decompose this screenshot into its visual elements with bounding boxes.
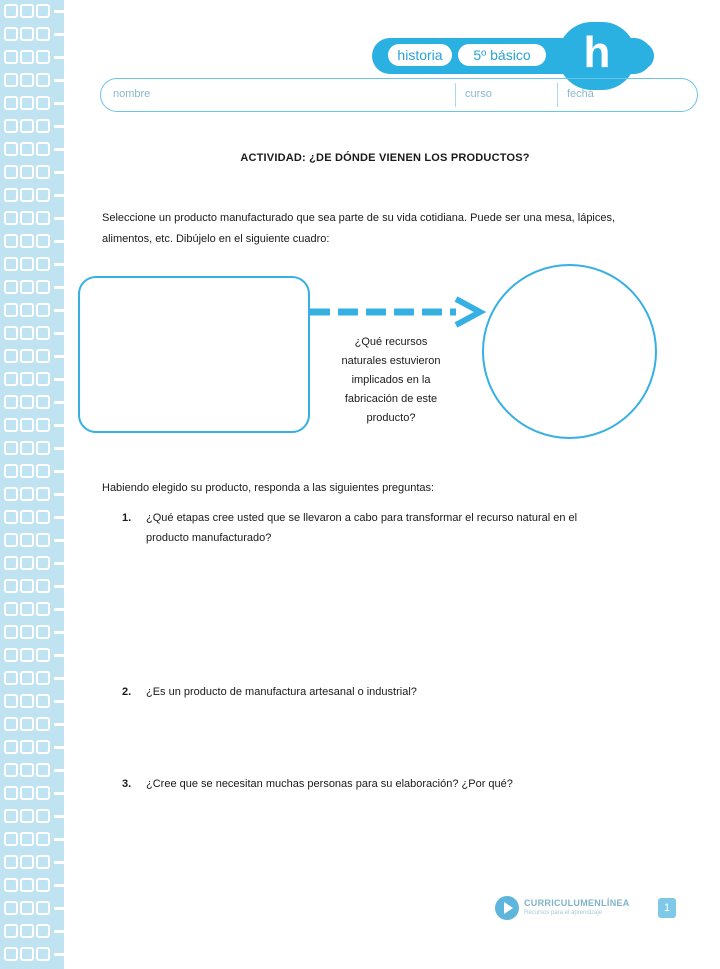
strip-notch xyxy=(54,861,64,864)
strip-cell xyxy=(20,671,34,685)
strip-notch xyxy=(54,240,64,243)
strip-cell xyxy=(20,533,34,547)
play-logo-icon xyxy=(494,895,520,921)
strip-notch xyxy=(54,56,64,59)
question-number: 1. xyxy=(122,512,132,524)
strip-cell xyxy=(4,901,18,915)
strip-cell xyxy=(36,142,50,156)
strip-cell xyxy=(20,280,34,294)
strip-cell xyxy=(36,648,50,662)
strip-cell xyxy=(36,901,50,915)
student-info-bar xyxy=(100,78,698,112)
strip-cell xyxy=(4,556,18,570)
strip-cell xyxy=(4,372,18,386)
strip-cell xyxy=(4,855,18,869)
question-text: producto manufacturado? xyxy=(146,532,272,544)
questions-intro: Habiendo elegido su producto, responda a las siguientes preguntas: xyxy=(102,482,435,494)
strip-cell xyxy=(36,27,50,41)
strip-cell xyxy=(4,188,18,202)
strip-cell xyxy=(20,786,34,800)
strip-notch xyxy=(54,125,64,128)
strip-cell xyxy=(4,280,18,294)
name-label: nombre xyxy=(113,88,151,100)
strip-notch xyxy=(54,539,64,542)
strip-cell xyxy=(36,211,50,225)
strip-cell xyxy=(36,855,50,869)
dashed-arrow-icon xyxy=(306,296,492,330)
strip-notch xyxy=(54,608,64,611)
strip-cell xyxy=(4,50,18,64)
strip-cell xyxy=(36,579,50,593)
strip-cell xyxy=(4,257,18,271)
subject-badge: historia xyxy=(388,44,452,66)
footer-brand: CURRICULUMENLÍNEA xyxy=(524,898,630,908)
strip-cell xyxy=(20,625,34,639)
strip-cell xyxy=(4,809,18,823)
strip-cell xyxy=(36,188,50,202)
question-number: 3. xyxy=(122,778,132,790)
instructions-line-1: Seleccione un producto manufacturado que sea parte de su vida cotidiana. Puede ser una mesa, lápices, xyxy=(102,212,616,224)
strip-notch xyxy=(54,447,64,450)
strip-cell xyxy=(4,740,18,754)
strip-cell xyxy=(20,395,34,409)
strip-cell xyxy=(4,441,18,455)
divider xyxy=(455,83,456,107)
strip-cell xyxy=(36,625,50,639)
strip-cell xyxy=(36,418,50,432)
strip-cell xyxy=(4,832,18,846)
strip-cell xyxy=(4,924,18,938)
strip-cell xyxy=(4,602,18,616)
diagram-question xyxy=(326,333,456,428)
strip-notch xyxy=(54,424,64,427)
strip-cell xyxy=(20,947,34,961)
strip-notch xyxy=(54,585,64,588)
strip-cell xyxy=(4,947,18,961)
date-label: fecha xyxy=(567,88,594,100)
strip-notch xyxy=(54,677,64,680)
strip-cell xyxy=(36,349,50,363)
question-3 xyxy=(122,774,513,794)
strip-cell xyxy=(4,464,18,478)
instructions-line-2: alimentos, etc. Dibújelo en el siguiente cuadro: xyxy=(102,233,330,245)
strip-cell xyxy=(36,717,50,731)
grade-badge: 5º básico xyxy=(458,44,546,66)
strip-notch xyxy=(54,838,64,841)
strip-notch xyxy=(54,102,64,105)
strip-notch xyxy=(54,769,64,772)
strip-cell xyxy=(4,395,18,409)
strip-cell xyxy=(4,326,18,340)
strip-cell xyxy=(20,119,34,133)
strip-cell xyxy=(20,924,34,938)
strip-cell xyxy=(20,556,34,570)
strip-cell xyxy=(36,303,50,317)
strip-cell xyxy=(4,694,18,708)
strip-cell xyxy=(20,510,34,524)
strip-cell xyxy=(36,280,50,294)
course-label: curso xyxy=(465,88,492,100)
strip-cell xyxy=(36,441,50,455)
strip-notch xyxy=(54,401,64,404)
strip-notch xyxy=(54,10,64,13)
divider xyxy=(557,83,558,107)
strip-cell xyxy=(36,326,50,340)
footer-tagline: Recursos para el aprendizaje xyxy=(524,910,603,916)
strip-notch xyxy=(54,309,64,312)
strip-cell xyxy=(36,372,50,386)
question-1 xyxy=(122,508,577,548)
strip-cell xyxy=(4,211,18,225)
strip-cell xyxy=(36,487,50,501)
strip-cell xyxy=(36,671,50,685)
strip-cell xyxy=(20,4,34,18)
page-number: 1 xyxy=(658,898,676,918)
strip-cell xyxy=(4,165,18,179)
strip-notch xyxy=(54,263,64,266)
strip-cell xyxy=(36,556,50,570)
strip-cell xyxy=(20,740,34,754)
strip-cell xyxy=(20,579,34,593)
strip-notch xyxy=(54,907,64,910)
strip-notch xyxy=(54,654,64,657)
strip-cell xyxy=(20,349,34,363)
strip-cell xyxy=(20,694,34,708)
strip-cell xyxy=(20,648,34,662)
strip-notch xyxy=(54,815,64,818)
strip-cell xyxy=(36,119,50,133)
strip-cell xyxy=(36,510,50,524)
strip-cell xyxy=(20,487,34,501)
strip-cell xyxy=(4,234,18,248)
strip-notch xyxy=(54,562,64,565)
strip-cell xyxy=(4,73,18,87)
strip-cell xyxy=(36,165,50,179)
strip-cell xyxy=(36,924,50,938)
strip-cell xyxy=(4,648,18,662)
strip-cell xyxy=(20,763,34,777)
drawing-box xyxy=(78,276,310,433)
strip-notch xyxy=(54,516,64,519)
strip-cell xyxy=(4,349,18,363)
question-text: ¿Cree que se necesitan muchas personas para su elaboración? ¿Por qué? xyxy=(146,778,513,790)
strip-cell xyxy=(20,832,34,846)
strip-cell xyxy=(20,464,34,478)
strip-cell xyxy=(4,579,18,593)
strip-cell xyxy=(20,441,34,455)
strip-cell xyxy=(4,533,18,547)
strip-cell xyxy=(20,73,34,87)
strip-notch xyxy=(54,470,64,473)
strip-cell xyxy=(20,234,34,248)
strip-cell xyxy=(4,763,18,777)
strip-cell xyxy=(4,119,18,133)
strip-cell xyxy=(36,395,50,409)
strip-cell xyxy=(4,142,18,156)
strip-cell xyxy=(4,878,18,892)
strip-cell xyxy=(20,372,34,386)
strip-notch xyxy=(54,792,64,795)
strip-notch xyxy=(54,332,64,335)
strip-notch xyxy=(54,930,64,933)
strip-cell xyxy=(4,96,18,110)
strip-cell xyxy=(4,303,18,317)
strip-cell xyxy=(20,878,34,892)
strip-cell xyxy=(20,142,34,156)
strip-cell xyxy=(20,809,34,823)
strip-notch xyxy=(54,171,64,174)
strip-notch xyxy=(54,286,64,289)
strip-cell xyxy=(36,257,50,271)
strip-cell xyxy=(20,855,34,869)
strip-cell xyxy=(20,901,34,915)
strip-cell xyxy=(20,717,34,731)
strip-cell xyxy=(4,418,18,432)
strip-cell xyxy=(4,625,18,639)
strip-notch xyxy=(54,79,64,82)
strip-cell xyxy=(20,303,34,317)
strip-cell xyxy=(36,464,50,478)
strip-cell xyxy=(36,740,50,754)
strip-cell xyxy=(36,602,50,616)
strip-notch xyxy=(54,378,64,381)
subject-logo: h xyxy=(558,22,636,90)
strip-cell xyxy=(36,878,50,892)
strip-cell xyxy=(36,533,50,547)
strip-cell xyxy=(4,27,18,41)
diagram-question-line: fabricación de este xyxy=(344,393,438,405)
question-number: 2. xyxy=(122,686,132,698)
strip-cell xyxy=(20,188,34,202)
diagram-question-line: naturales estuvieron xyxy=(341,355,441,367)
strip-notch xyxy=(54,953,64,956)
strip-cell xyxy=(36,4,50,18)
strip-cell xyxy=(20,50,34,64)
strip-notch xyxy=(54,723,64,726)
strip-cell xyxy=(20,257,34,271)
strip-cell xyxy=(4,717,18,731)
strip-cell xyxy=(36,694,50,708)
strip-cell xyxy=(20,418,34,432)
strip-cell xyxy=(4,510,18,524)
strip-notch xyxy=(54,355,64,358)
strip-cell xyxy=(36,96,50,110)
strip-cell xyxy=(36,832,50,846)
strip-notch xyxy=(54,33,64,36)
question-text: ¿Es un producto de manufactura artesanal o industrial? xyxy=(146,686,417,698)
strip-notch xyxy=(54,700,64,703)
strip-cell xyxy=(4,4,18,18)
strip-cell xyxy=(36,809,50,823)
strip-cell xyxy=(20,96,34,110)
diagram-question-line: producto? xyxy=(366,412,416,424)
strip-cell xyxy=(36,50,50,64)
strip-cell xyxy=(36,947,50,961)
resources-circle xyxy=(482,264,657,439)
strip-notch xyxy=(54,746,64,749)
strip-cell xyxy=(4,487,18,501)
strip-notch xyxy=(54,148,64,151)
strip-cell xyxy=(36,73,50,87)
strip-cell xyxy=(20,602,34,616)
strip-cell xyxy=(36,786,50,800)
strip-cell xyxy=(20,27,34,41)
activity-title: ACTIVIDAD: ¿DE DÓNDE VIENEN LOS PRODUCTOS? xyxy=(240,152,530,164)
strip-notch xyxy=(54,217,64,220)
question-2 xyxy=(122,682,417,702)
diagram-question-line: implicados en la xyxy=(351,374,431,386)
strip-cell xyxy=(36,234,50,248)
strip-cell xyxy=(20,211,34,225)
strip-notch xyxy=(54,884,64,887)
question-text: ¿Qué etapas cree usted que se llevaron a cabo para transformar el recurso natural en el xyxy=(146,512,578,524)
strip-notch xyxy=(54,493,64,496)
strip-cell xyxy=(4,671,18,685)
strip-cell xyxy=(20,326,34,340)
strip-cell xyxy=(20,165,34,179)
decorative-side-strip xyxy=(0,0,64,969)
strip-cell xyxy=(4,786,18,800)
strip-notch xyxy=(54,194,64,197)
strip-cell xyxy=(36,763,50,777)
diagram-question-line: ¿Qué recursos xyxy=(354,336,428,348)
strip-notch xyxy=(54,631,64,634)
